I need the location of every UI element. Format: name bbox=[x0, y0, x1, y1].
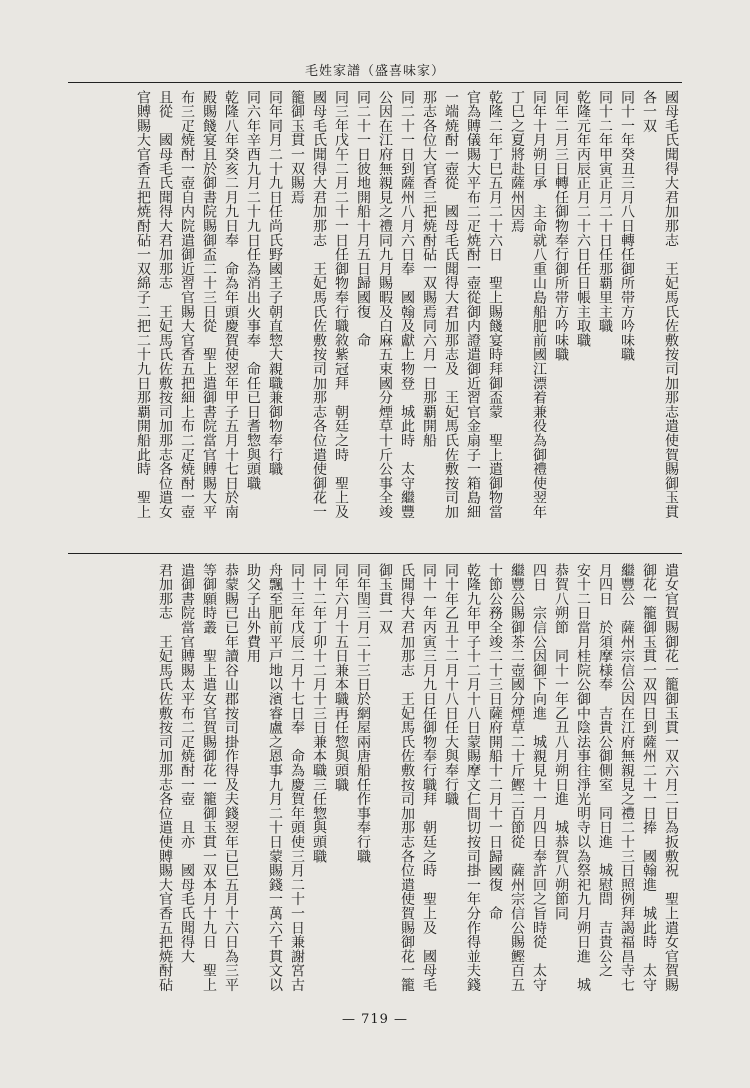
page-header: 毛姓家譜（盛喜味家） bbox=[304, 64, 445, 79]
lower-text-block bbox=[68, 563, 682, 1008]
text-column: 同十年乙丑十二月十八日任大與奉行職 bbox=[443, 563, 459, 807]
text-column: 同年二月三日轉任御物奉行御所帯方吟味職 bbox=[553, 90, 569, 362]
text-column: 那志各位大官香三把焼酎砧一双賜焉同六月一日那覇開船 bbox=[421, 90, 437, 448]
text-column: 一端焼酎一壺從 國母毛氏聞得大君加那志及 王妃馬氏佐敷按司加 bbox=[443, 90, 459, 519]
upper-text-block bbox=[68, 90, 682, 545]
text-column: 同六年辛酉九月二十九日任為消出火事奉 命任已日耆惣與頭職 bbox=[245, 90, 261, 491]
text-column: 乾隆八年癸亥二月九日奉 命為年頭慶賀使翌年甲子五月十七日於南 bbox=[223, 90, 239, 519]
text-column: 同二十一日彼地開船十月五日歸國復 命 bbox=[355, 90, 371, 348]
text-column: 布三疋焼酎一壺自内院遣御近習官賜大官香五把細上布二疋焼酎一壺 bbox=[179, 90, 195, 519]
text-column: 各一双 bbox=[641, 90, 657, 133]
text-column: 同二十一日到薩州八月六日奉 國翰及獻上物登 城此時 太守繼豐 bbox=[399, 90, 415, 519]
text-column: 御花一籠御玉貫一双四日到薩州二十一日捧 國翰進 城此時 太守 bbox=[641, 563, 657, 992]
text-column: 乾隆元年丙辰正月二十六日任日帳主取職 bbox=[575, 90, 591, 348]
text-column: 丁巳之夏將赴薩州因焉 bbox=[509, 90, 525, 233]
text-column: 遣女官賀賜御花一籠御玉貫一双六月二日為扳敷祝 聖上遣女官賀賜 bbox=[663, 563, 679, 992]
header-rule bbox=[68, 82, 682, 83]
text-column: 同十二年甲寅正月二十日任那覇里主職 bbox=[597, 90, 613, 334]
section-divider bbox=[68, 553, 682, 554]
text-column: 繼豐公賜御茶二壺國分煙草二十斤鰹二百節從 薩州宗信公賜鰹百五 bbox=[509, 563, 525, 992]
text-column: 同年閏三月二十三日於網屋兩唐船任作事奉行職 bbox=[355, 563, 371, 864]
text-column: 國母毛氏聞得大君加那志 王妃馬氏佐敷按司加那志遣使賀賜御玉貫 bbox=[663, 90, 679, 519]
text-column: 殿賜餞宴且於御書院賜御盃二十三日從 聖上遣御書院當官賻賜大平 bbox=[201, 90, 217, 519]
text-column: 恭蒙賜已已年讀谷山郡按司掛作得及夫錢翌年已巳五月十六日為三平 bbox=[223, 563, 239, 992]
text-column: 乾隆二年丁巳五月二十六日 聖上賜餞宴時拜御盃蒙 聖上遣御物當 bbox=[487, 90, 503, 519]
text-column: 恭賀八朔節 同十一年乙丑八月朔日進 城恭賀八朔節同 bbox=[553, 563, 569, 921]
text-column: 同十一年丙寅三月九日任御物奉行職拜 朝廷之時 聖上及 國母毛 bbox=[421, 563, 437, 992]
text-column: 且從 國母毛氏聞得大君加那志 王妃馬氏佐敷按司加那志各位遣女 bbox=[157, 90, 173, 519]
text-column: 公因在江府無親見之禮同九月賜暇及白麻五束國分煙草十斤公事全竣 bbox=[377, 90, 393, 519]
text-column: 月四日 於須摩様奉 吉貴公御側室 同日進 城慰問 吉貴公之 bbox=[597, 563, 613, 978]
text-column: 同十三年戊辰二月十七日奉 命為慶賀年頭使三月二十一日兼謝宮古 bbox=[289, 563, 305, 992]
text-column: 同年六月十五日兼本職再任惣與頭職 bbox=[333, 563, 349, 792]
text-column: 籠御玉貫一双賜焉 bbox=[289, 90, 305, 205]
text-column: 安十二日當月桂院公御中陰法事往淨光明寺以為祭祀九月朔日進 城 bbox=[575, 563, 591, 992]
text-column: 同年十月朔日承 主命就八重山島船肥前國江漂着兼役為御禮使翌年 bbox=[531, 90, 547, 519]
text-column: 同十二年丁卯十二月十三日兼本職三任惣與頭職 bbox=[311, 563, 327, 864]
text-column: 十節公務全竣二十三日薩府開船十二月十一日歸國復 命 bbox=[487, 563, 503, 921]
text-column: 助父子出外費用 bbox=[245, 563, 261, 664]
text-column: 御玉貫一双 bbox=[377, 563, 393, 635]
text-column: 氏聞得大君加那志 王妃馬氏佐敷按司加那志各位遣使賀賜御花一籠 bbox=[399, 563, 415, 992]
text-column: 君加那志 王妃馬氏佐敷按司加那志各位遣使賻賜大官香五把焼酎砧 bbox=[157, 563, 173, 992]
text-column: 官賻賜大官香五把焼酎砧一双綿子二把二十九日那覇開船此時 聖上 bbox=[135, 90, 151, 519]
text-column: 舟飄至肥前平戸地以濱睿盧之恩事九月二十日蒙賜錢一萬六千貫文以 bbox=[267, 563, 283, 992]
page-number: — 719 — bbox=[341, 1012, 409, 1027]
text-column: 同年同月二十九日任尚氏野國王子朝直惣大親職兼御物奉行職 bbox=[267, 90, 283, 477]
text-column: 乾隆九年甲子十二月十八日蒙賜摩文仁間切按司掛一年分作得並夫錢 bbox=[465, 563, 481, 992]
text-column: 繼豐公 薩州宗信公因在江府無親見之禮二十三日照例拜謁福昌寺七 bbox=[619, 563, 635, 992]
text-column: 同十一年癸丑三月八日轉任御所帯方吟味職 bbox=[619, 90, 635, 362]
text-column: 等御願時叢 聖上遣女官賀賜御花一籠御玉貫一双本月十九日 聖上 bbox=[201, 563, 217, 992]
text-column: 國母毛氏聞得大君加那志 王妃馬氏佐敷按司加那志各位遣使御花一 bbox=[311, 90, 327, 519]
text-column: 同三年戊午二月二十一日任御物奉行職敘紫冠拜 朝廷之時 聖上及 bbox=[333, 90, 349, 519]
text-column: 四日 宗信公因御下向進 城親見十一月四日奉許回之旨時從 太守 bbox=[531, 563, 547, 992]
text-column: 遣御書院當官賻賜太平布二疋焼酎一壺 且亦 國母毛氏聞得大 bbox=[179, 563, 195, 964]
text-column: 官為賻儀賜大平布二疋焼酎一壺從御内證遣御近習官金扇子一箱島細 bbox=[465, 90, 481, 519]
